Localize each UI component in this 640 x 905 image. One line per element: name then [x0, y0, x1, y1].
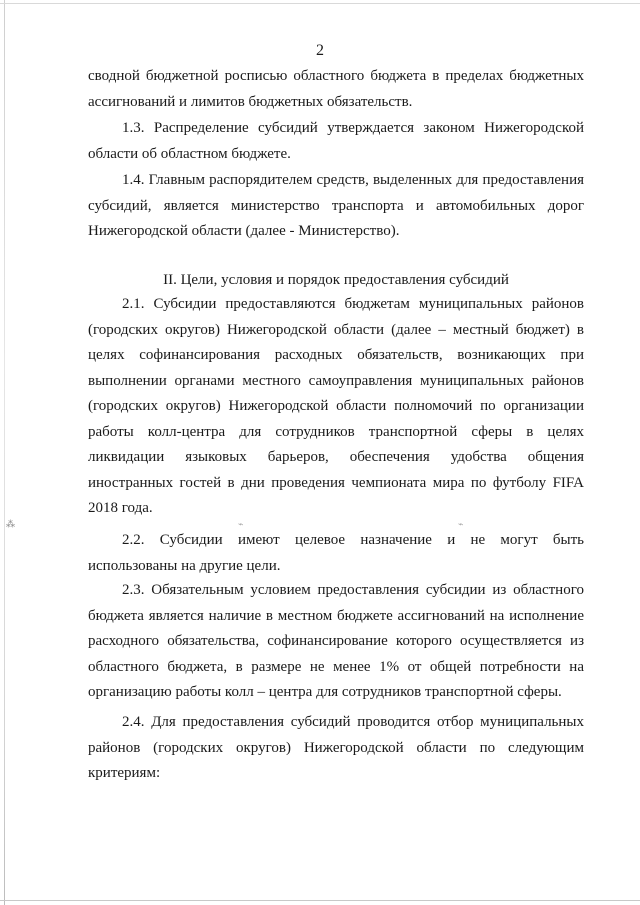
- paragraph-text: 1.4. Главным распорядителем средств, выделенных для предоставления субсидий, является министерство транспорта и автомобильных дорог Нижегородской области (далее - Министерство).: [88, 172, 584, 239]
- paragraph-text: 1.3. Распределение субсидий утверждается законом Нижегородской области об областном бюджете.: [88, 120, 584, 162]
- paragraph-text: 2.2. Субсидии имеют целевое назначение и не могут быть использованы на другие цели.: [88, 532, 584, 574]
- paragraph-2-1: [88, 292, 584, 522]
- page-number: 2: [316, 42, 324, 59]
- scan-speck: ⌁: [238, 519, 244, 529]
- paragraph-1-4: [88, 168, 584, 245]
- paragraph-text: сводной бюджетной росписью областного бюджета в пределах бюджетных ассигнований и лимитов бюджетных обязательств.: [88, 68, 584, 110]
- paragraph-2-2: [88, 528, 584, 579]
- paragraph-text: 2.4. Для предоставления субсидий проводится отбор муниципальных районов (городских округов) Нижегородской области по следующим критериям:: [88, 714, 584, 781]
- scan-speck: ⌁: [458, 519, 464, 529]
- scan-speck: ⁂: [6, 519, 15, 529]
- paragraph-continuation: [88, 64, 584, 115]
- paragraph-2-4: [88, 710, 584, 787]
- paragraph-text: 2.3. Обязательным условием предоставления субсидии из областного бюджета является наличие в местном бюджете ассигнований на исполнение расходного обязательства, софинансирование которого осуществляется из областного бюджета, в размере не менее 1% от общей потребности на организацию работы колл – центра для сотрудников транспортной сферы.: [88, 582, 584, 700]
- paragraph-2-3: [88, 578, 584, 706]
- paragraph-text: 2.1. Субсидии предоставляются бюджетам муниципальных районов (городских округов) Нижегородской области (далее – местный бюджет) в целях софинансирования расходных обязательств, возникающих при выполнении органами местного самоуправления муниципальных районов (городских округов) Нижегородской области полномочий по организации работы колл-центра для сотрудников транспортной сферы в целях ликвидации языковых барьеров, обеспечения удобства общения иностранных гостей в дни проведения чемпионата мира по футболу FIFA 2018 года.: [88, 296, 584, 516]
- section-heading: [88, 268, 584, 294]
- scan-edge-bottom: [0, 900, 640, 901]
- section-title: II. Цели, условия и порядок предоставления субсидий: [163, 272, 509, 288]
- paragraph-1-3: [88, 116, 584, 167]
- scan-edge-top: [0, 3, 640, 4]
- scan-edge-left: [4, 0, 5, 905]
